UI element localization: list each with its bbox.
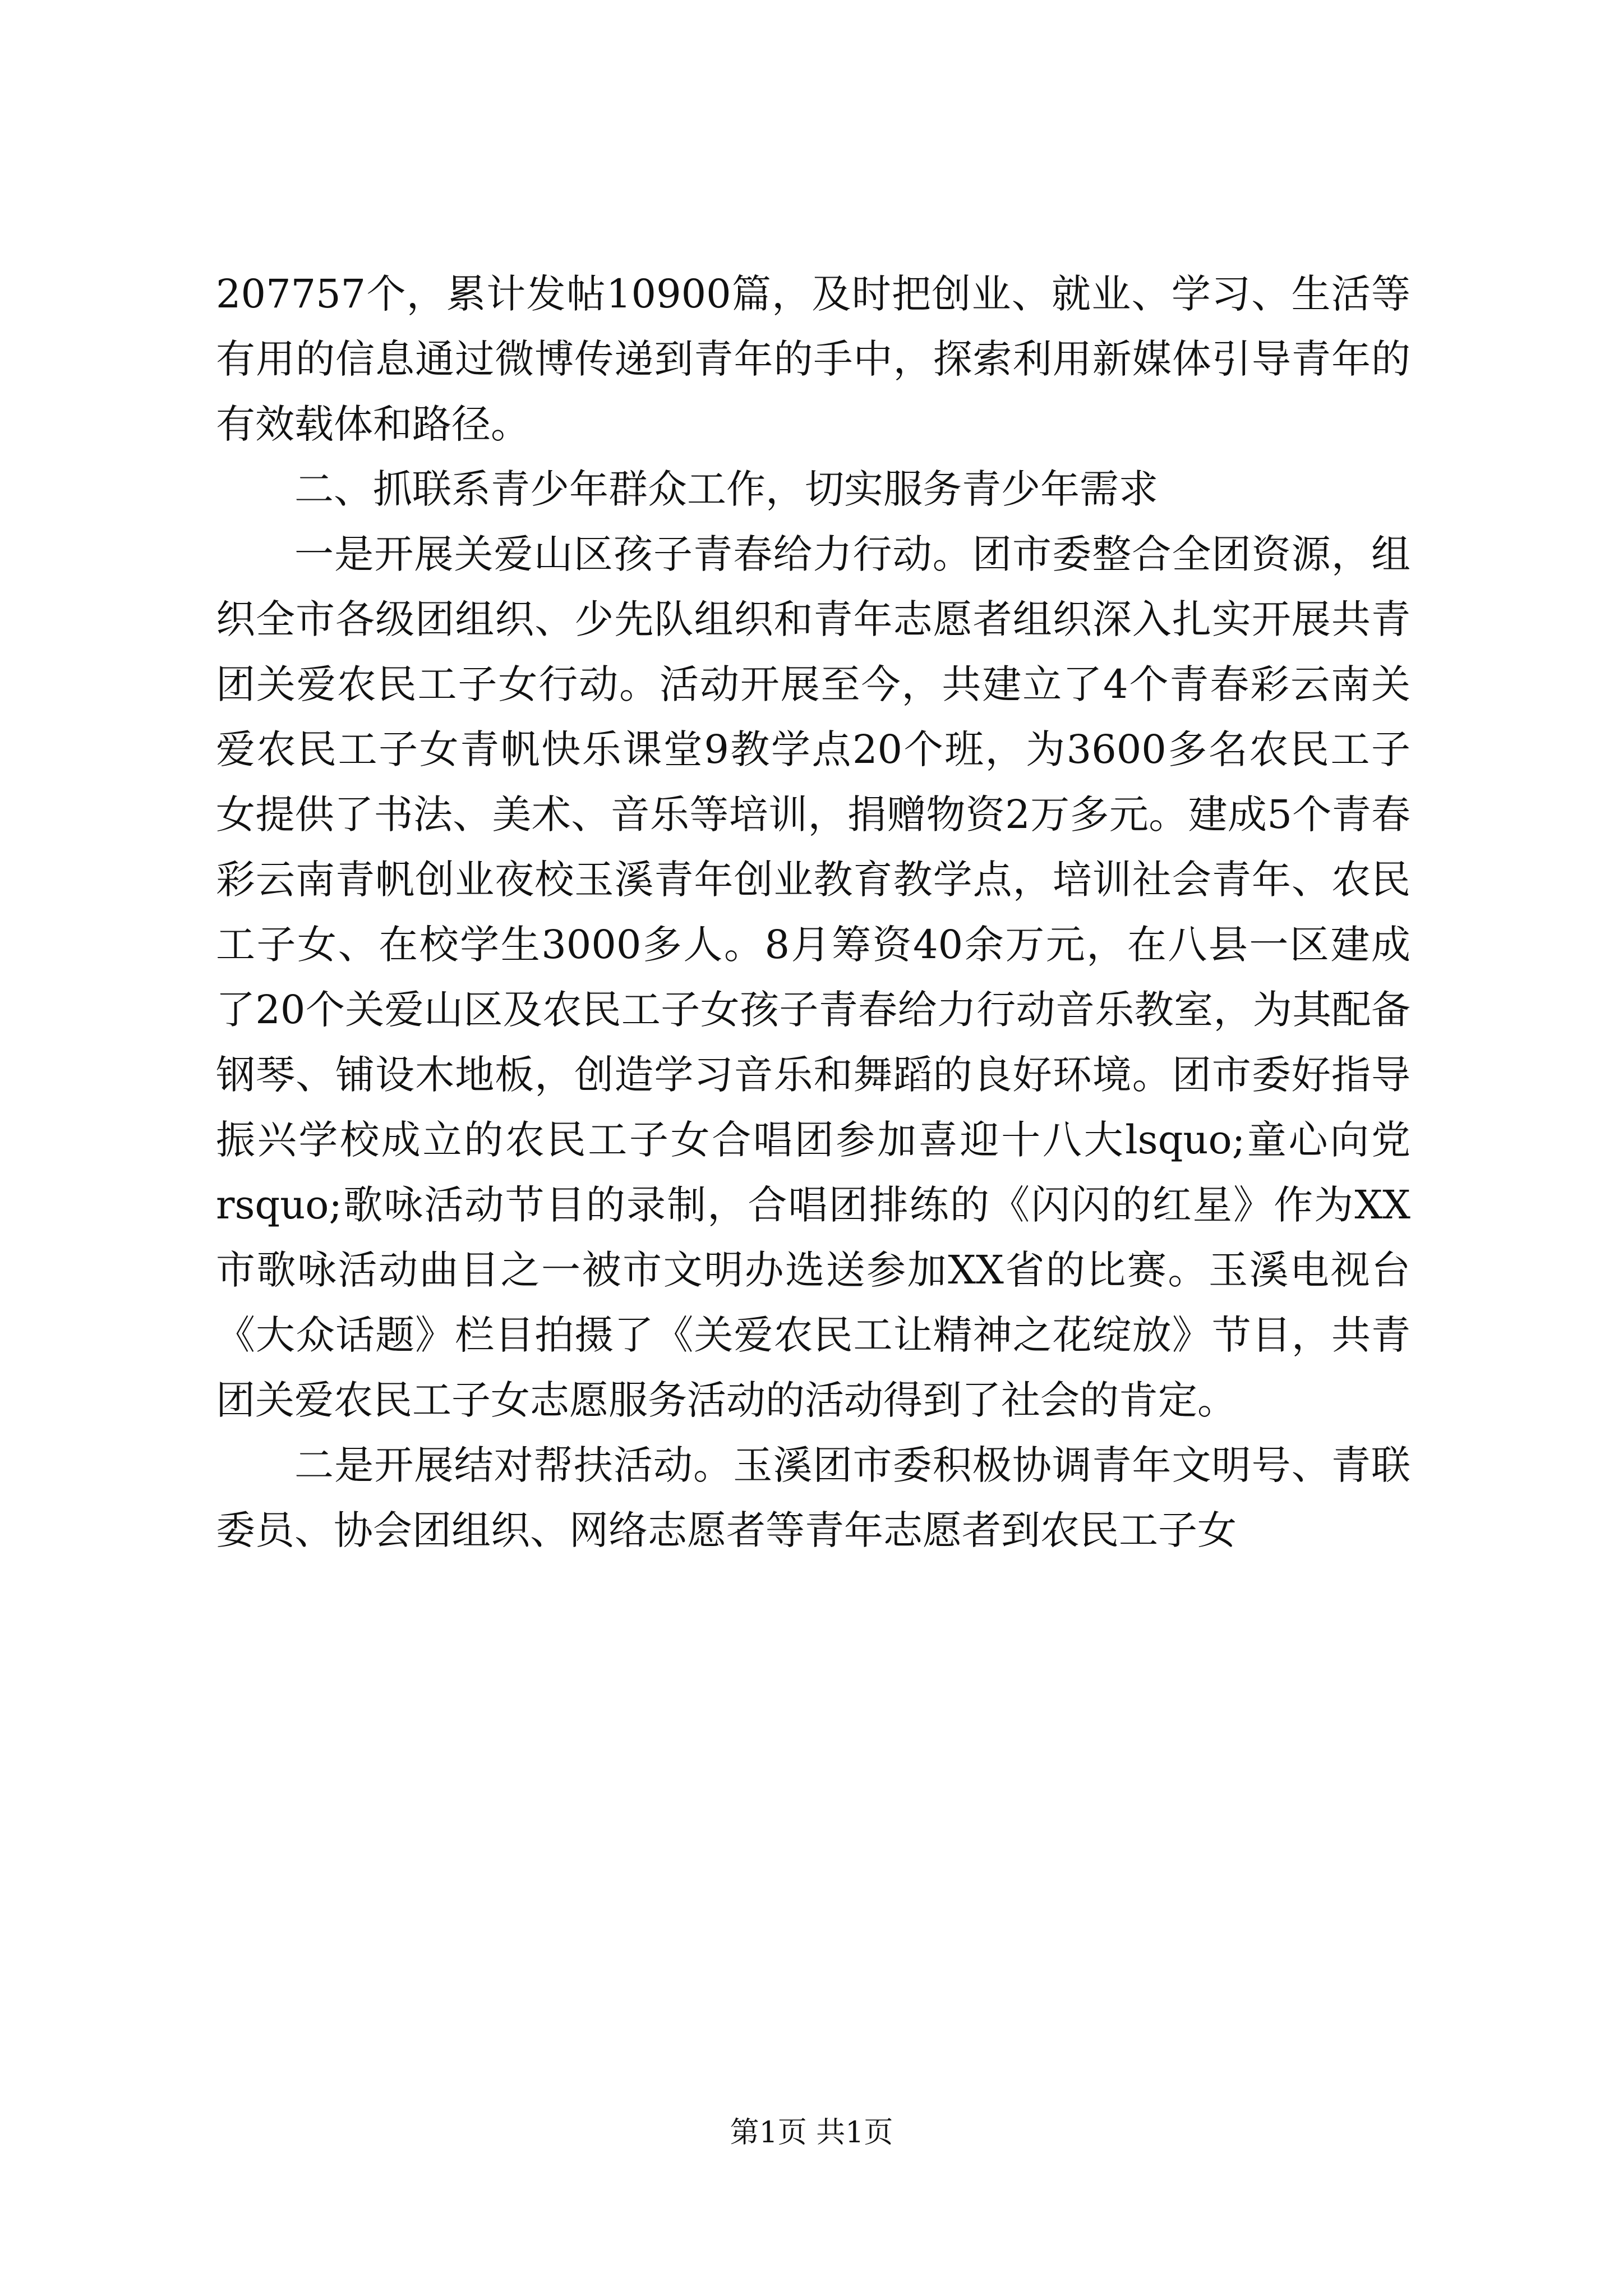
paragraph-pairing-assistance: 二是开展结对帮扶活动。玉溪团市委积极协调青年文明号、青联委员、协会团组织、网络志愿者等青年志愿者到农民工子女	[216, 1442, 1410, 1553]
document-body	[216, 261, 1410, 1563]
page-footer: 第1页 共1页	[730, 2116, 893, 2150]
section-heading: 二、抓联系青少年群众工作，切实服务青少年需求	[294, 466, 1158, 512]
paragraph-continuation: 207757个，累计发帖10900篇，及时把创业、就业、学习、生活等有用的信息通过微博传递到青年的手中，探索利用新媒体引导青年的有效载体和路径。	[216, 271, 1410, 447]
paragraph-care-action: 一是开展关爱山区孩子青春给力行动。团市委整合全团资源，组织全市各级团组织、少先队组织和青年志愿者组织深入扎实开展共青团关爱农民工子女行动。活动开展至今，共建立了4个青春彩云南关爱农民工子女青帆快乐课堂9教学点20个班，为3600多名农民工子女提供了书法、美术、音乐等培训，捐赠物资2万多元。建成5个青春彩云南青帆创业夜校玉溪青年创业教育教学点，培训社会青年、农民工子女、在校学生3000多人。8月筹资40余万元，在八县一区建成了20个关爱山区及农民工子女孩子青春给力行动音乐教室，为其配备钢琴、铺设木地板，创造学习音乐和舞蹈的良好环境。团市委好指导振兴学校成立的农民工子女合唱团参加喜迎十八大lsquo;童心向党rsquo;歌咏活动节目的录制，合唱团排练的《闪闪的红星》作为XX市歌咏活动曲目之一被市文明办选送参加XX省的比赛。玉溪电视台《大众话题》栏目拍摄了《关爱农民工让精神之花绽放》节目，共青团关爱农民工子女志愿服务活动的活动得到了社会的肯定。	[216, 531, 1410, 1423]
